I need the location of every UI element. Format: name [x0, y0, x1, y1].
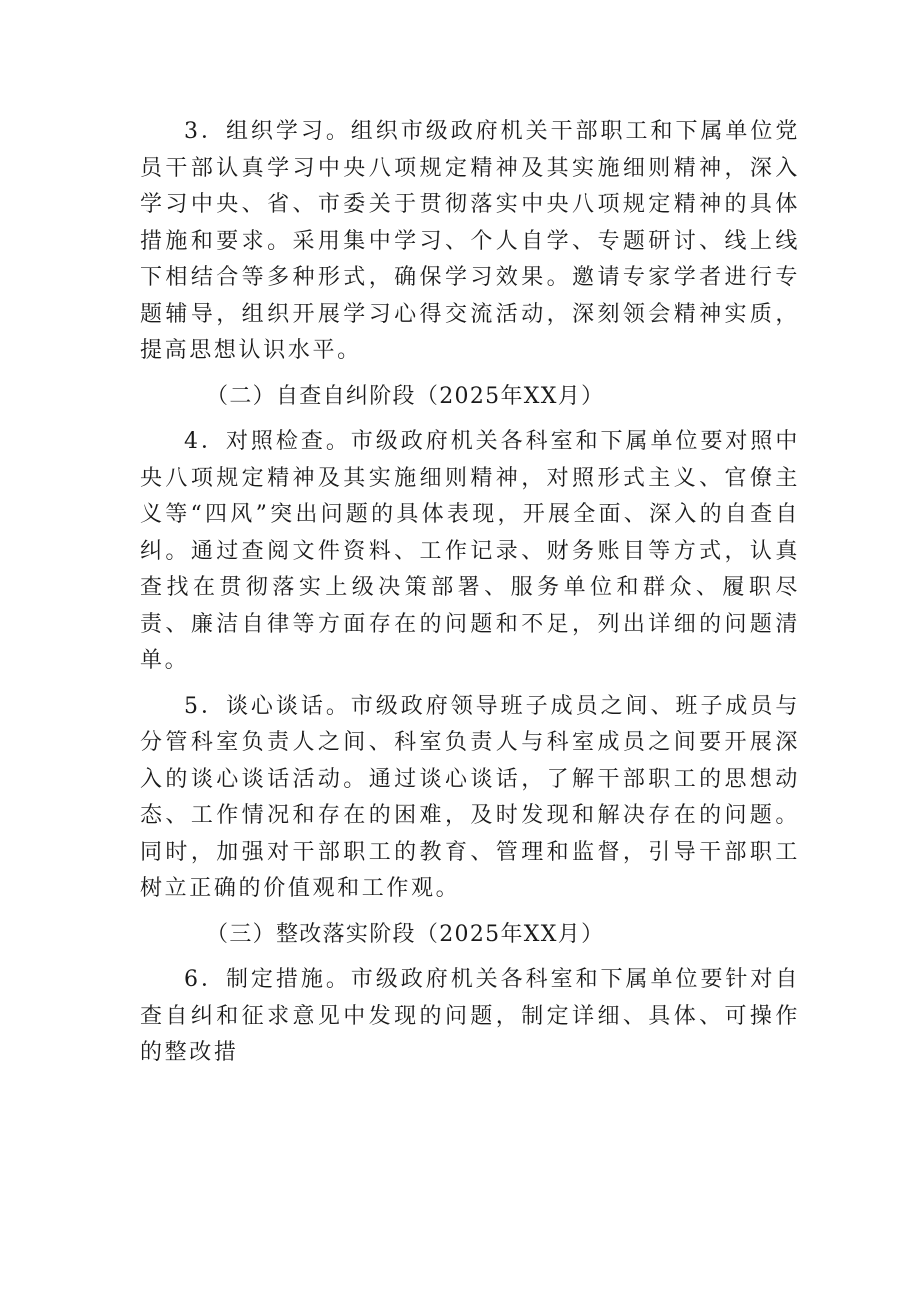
paragraph-check-against: 4．对照检查。市级政府机关各科室和下属单位要对照中央八项规定精神及其实施细则精神，对照形式主义、官僚主义等“四风”突出问题的具体表现，开展全面、深入的自查自纠。通过查阅文件资料、工作记录、财务账目等方式，认真查找在贯彻落实上级决策部署、服务单位和群众、履职尽责、廉洁自律等方面存在的问题和不足，列出详细的问题清单。: [140, 429, 800, 674]
section-heading-rectification: （三）整改落实阶段（2025年XX月）: [206, 921, 605, 947]
document-body: [140, 114, 800, 1081]
paragraph-organize-study: 3．组织学习。组织市级政府机关干部职工和下属单位党员干部认真学习中央八项规定精神及其实施细则精神，深入学习中央、省、市委关于贯彻落实中央八项规定精神的具体措施和要求。采用集中学习、个人自学、专题研讨、线上线下相结合等多种形式，确保学习效果。邀请专家学者进行专题辅导，组织开展学习心得交流活动，深刻领会精神实质，提高思想认识水平。: [140, 119, 800, 364]
paragraph-heart-to-heart-talk: 5．谈心谈话。市级政府领导班子成员之间、班子成员与分管科室负责人之间、科室负责人与科室成员之间要开展深入的谈心谈话活动。通过谈心谈话，了解干部职工的思想动态、工作情况和存在的困难，及时发现和解决存在的问题。同时，加强对干部职工的教育、管理和监督，引导干部职工树立正确的价值观和工作观。: [140, 693, 800, 902]
section-heading-self-inspection: （二）自查自纠阶段（2025年XX月）: [206, 383, 605, 409]
paragraph-formulate-measures: 6．制定措施。市级政府机关各科室和下属单位要针对自查自纠和征求意见中发现的问题，制定详细、具体、可操作的整改措: [140, 967, 800, 1066]
